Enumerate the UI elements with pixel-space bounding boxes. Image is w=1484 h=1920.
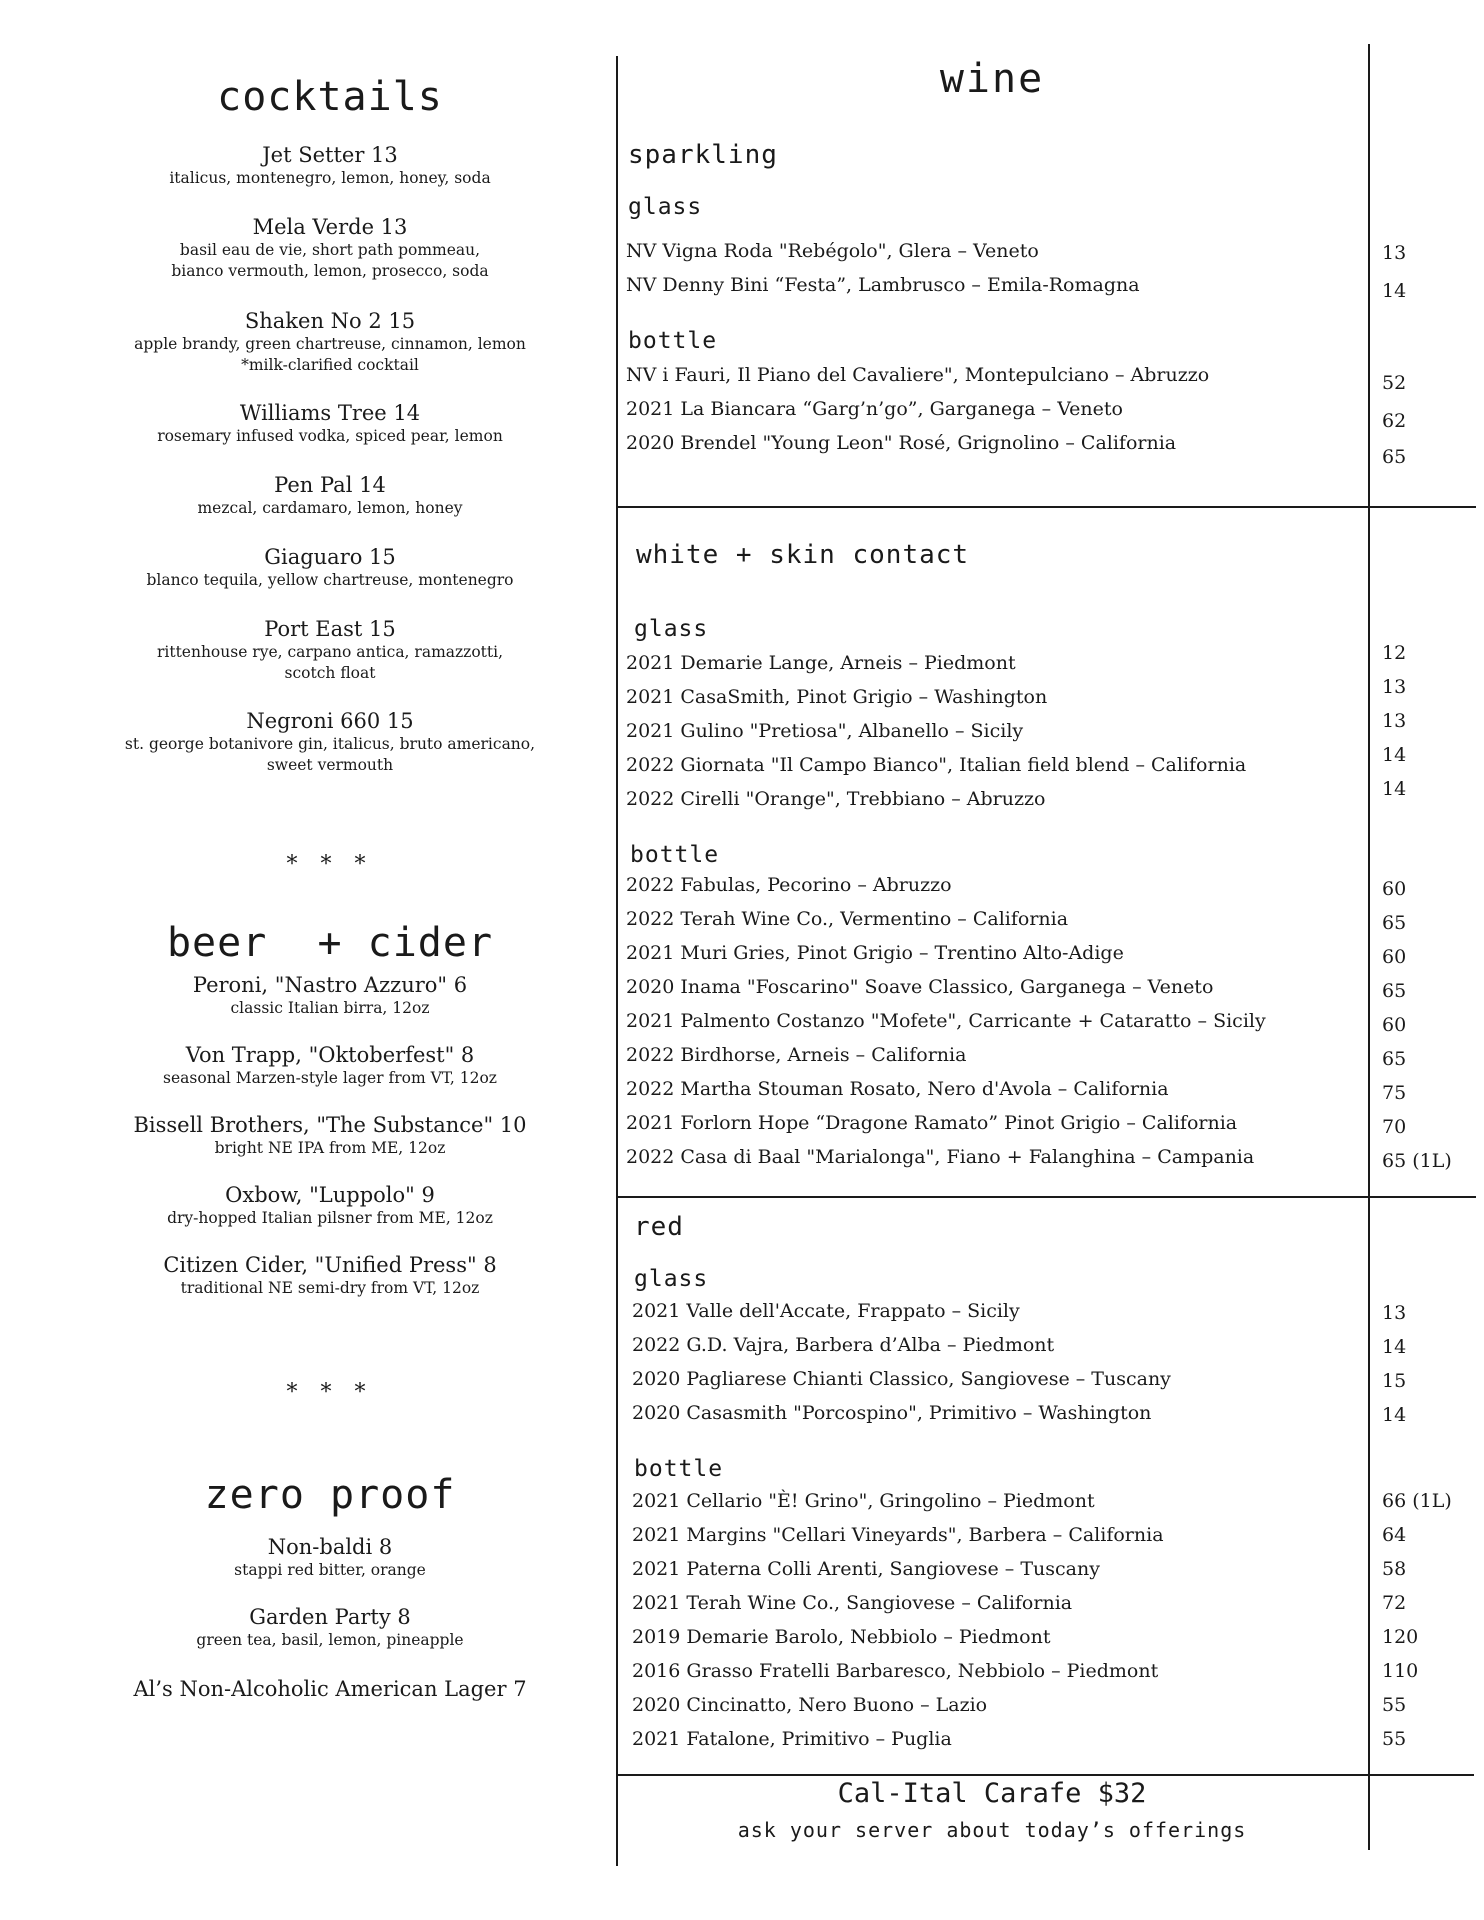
item-description: bright NE IPA from ME, 12oz bbox=[214, 1139, 446, 1157]
wine-name: 2020 Pagliarese Chianti Classico, Sangiovese – Tuscany bbox=[632, 1368, 1171, 1390]
white-glass-label: glass bbox=[634, 616, 709, 642]
item-name: Negroni 660 15 bbox=[246, 709, 414, 733]
item-description: basil eau de vie, short path pommeau, bianco vermouth, lemon, prosecco, soda bbox=[171, 241, 489, 280]
sparkling-heading: sparkling bbox=[628, 140, 778, 170]
wine-price: 12 bbox=[1382, 642, 1407, 664]
menu-item bbox=[80, 1112, 580, 1159]
wine-row bbox=[632, 1300, 1412, 1330]
wine-row bbox=[626, 240, 1406, 270]
red-glass-label: glass bbox=[634, 1266, 709, 1292]
item-name: Bissell Brothers, "The Substance" 10 bbox=[133, 1113, 527, 1137]
wine-price: 14 bbox=[1382, 778, 1407, 800]
wine-name: 2016 Grasso Fratelli Barbaresco, Nebbiolo – Piedmont bbox=[632, 1660, 1159, 1682]
menu-item bbox=[80, 214, 580, 282]
wine-row bbox=[626, 788, 1406, 818]
item-name: Von Trapp, "Oktoberfest" 8 bbox=[185, 1043, 475, 1067]
item-name: Al’s Non-Alcoholic American Lager 7 bbox=[133, 1677, 527, 1701]
wine-name: 2022 Giornata "Il Campo Bianco", Italian field blend – California bbox=[626, 754, 1247, 776]
wine-price: 14 bbox=[1382, 744, 1407, 766]
wine-price: 14 bbox=[1382, 280, 1407, 302]
wine-price: 65 bbox=[1382, 912, 1407, 934]
item-name: Williams Tree 14 bbox=[239, 401, 421, 425]
wine-name: 2022 Fabulas, Pecorino – Abruzzo bbox=[626, 874, 952, 896]
wine-price: 15 bbox=[1382, 1370, 1407, 1392]
white-bottle-label: bottle bbox=[630, 842, 720, 868]
wine-row bbox=[632, 1728, 1412, 1758]
item-description: classic Italian birra, 12oz bbox=[230, 999, 430, 1017]
wine-row bbox=[626, 274, 1406, 304]
item-name: Port East 15 bbox=[264, 617, 396, 641]
separator-1: * * * bbox=[286, 852, 374, 877]
wine-row bbox=[626, 432, 1406, 462]
menu-item bbox=[80, 708, 580, 776]
wine-price: 13 bbox=[1382, 676, 1407, 698]
wine-row bbox=[632, 1524, 1412, 1554]
item-description: blanco tequila, yellow chartreuse, montenegro bbox=[146, 571, 514, 589]
wine-name: 2021 Cellario "È! Grino", Gringolino – Piedmont bbox=[632, 1490, 1095, 1512]
wine-name: 2020 Cincinatto, Nero Buono – Lazio bbox=[632, 1694, 988, 1716]
menu-item bbox=[80, 1182, 580, 1229]
sparkling-bottle-label: bottle bbox=[628, 328, 718, 354]
wine-name: 2021 Terah Wine Co., Sangiovese – California bbox=[632, 1592, 1073, 1614]
wine-name: 2021 La Biancara “Garg’n’go”, Garganega – Veneto bbox=[626, 398, 1123, 420]
carafe-subtitle: ask your server about today’s offerings bbox=[737, 1818, 1247, 1842]
item-description: apple brandy, green chartreuse, cinnamon, lemon *milk-clarified cocktail bbox=[134, 335, 526, 374]
wine-name: 2022 Casa di Baal "Marialonga", Fiano + Falanghina – Campania bbox=[626, 1146, 1255, 1168]
wine-name: 2019 Demarie Barolo, Nebbiolo – Piedmont bbox=[632, 1626, 1051, 1648]
wine-name: 2021 Paterna Colli Arenti, Sangiovese – Tuscany bbox=[632, 1558, 1100, 1580]
wine-row bbox=[632, 1402, 1412, 1432]
wine-row bbox=[626, 1078, 1406, 1108]
menu-item bbox=[80, 616, 580, 684]
wine-name: 2021 Demarie Lange, Arneis – Piedmont bbox=[626, 652, 1016, 674]
item-description: seasonal Marzen-style lager from VT, 12oz bbox=[163, 1069, 497, 1087]
menu-item bbox=[80, 1252, 580, 1299]
item-description: mezcal, cardamaro, lemon, honey bbox=[197, 499, 463, 517]
item-name: Shaken No 2 15 bbox=[244, 309, 416, 333]
wine-price: 13 bbox=[1382, 710, 1407, 732]
wine-price: 13 bbox=[1382, 1302, 1407, 1324]
section-divider-white bbox=[616, 1196, 1476, 1198]
wine-price: 60 bbox=[1382, 1014, 1407, 1036]
wine-name: 2022 Birdhorse, Arneis – California bbox=[626, 1044, 967, 1066]
item-name: Citizen Cider, "Unified Press" 8 bbox=[163, 1253, 497, 1277]
wine-row bbox=[626, 364, 1406, 394]
wine-price: 65 bbox=[1382, 980, 1407, 1002]
zero-proof-heading: zero proof bbox=[204, 1472, 456, 1518]
menu-item bbox=[80, 972, 580, 1019]
wine-name: 2021 Muri Gries, Pinot Grigio – Trentino Alto-Adige bbox=[626, 942, 1124, 964]
wine-price: 66 (1L) bbox=[1382, 1490, 1452, 1512]
wine-row bbox=[626, 720, 1406, 750]
menu-item bbox=[80, 1676, 580, 1702]
wine-heading: wine bbox=[939, 56, 1045, 102]
item-name: Pen Pal 14 bbox=[274, 473, 386, 497]
carafe-title: Cal-Ital Carafe $32 bbox=[837, 1778, 1147, 1809]
item-name: Oxbow, "Luppolo" 9 bbox=[225, 1183, 435, 1207]
wine-row bbox=[626, 1112, 1406, 1142]
wine-name: 2022 G.D. Vajra, Barbera d’Alba – Piedmont bbox=[632, 1334, 1055, 1356]
menu-item bbox=[80, 308, 580, 376]
wine-name: 2022 Martha Stouman Rosato, Nero d'Avola – California bbox=[626, 1078, 1169, 1100]
menu-item bbox=[80, 1604, 580, 1651]
wine-name: NV Denny Bini “Festa”, Lambrusco – Emila-Romagna bbox=[626, 274, 1140, 296]
wine-row bbox=[632, 1626, 1412, 1656]
wine-price: 65 bbox=[1382, 1048, 1407, 1070]
wine-name: 2020 Inama "Foscarino" Soave Classico, Garganega – Veneto bbox=[626, 976, 1214, 998]
menu-item bbox=[80, 400, 580, 447]
item-description: rittenhouse rye, carpano antica, ramazzotti, scotch float bbox=[156, 643, 504, 682]
red-heading: red bbox=[634, 1212, 684, 1242]
wine-price: 110 bbox=[1382, 1660, 1419, 1682]
wine-price: 14 bbox=[1382, 1404, 1407, 1426]
menu-item bbox=[80, 1534, 580, 1581]
cocktails-heading: cocktails bbox=[217, 74, 443, 120]
wine-row bbox=[632, 1334, 1412, 1364]
wine-row bbox=[626, 754, 1406, 784]
wine-row bbox=[632, 1490, 1412, 1520]
column-divider-left bbox=[616, 56, 618, 1866]
wine-name: 2021 Gulino "Pretiosa", Albanello – Sicily bbox=[626, 720, 1024, 742]
wine-price: 70 bbox=[1382, 1116, 1407, 1138]
wine-price: 120 bbox=[1382, 1626, 1419, 1648]
wine-price: 62 bbox=[1382, 410, 1407, 432]
wine-price: 65 (1L) bbox=[1382, 1150, 1452, 1172]
wine-price: 72 bbox=[1382, 1592, 1407, 1614]
wine-row bbox=[632, 1592, 1412, 1622]
item-description: dry-hopped Italian pilsner from ME, 12oz bbox=[167, 1209, 493, 1227]
wine-price: 58 bbox=[1382, 1558, 1407, 1580]
wine-name: 2022 Cirelli "Orange", Trebbiano – Abruzzo bbox=[626, 788, 1046, 810]
wine-row bbox=[626, 908, 1406, 938]
menu-item bbox=[80, 472, 580, 519]
wine-name: 2021 Fatalone, Primitivo – Puglia bbox=[632, 1728, 952, 1750]
wine-row bbox=[626, 1146, 1406, 1176]
wine-row bbox=[632, 1368, 1412, 1398]
wine-price: 60 bbox=[1382, 878, 1407, 900]
red-bottle-label: bottle bbox=[634, 1456, 724, 1482]
wine-price: 52 bbox=[1382, 372, 1407, 394]
wine-row bbox=[632, 1660, 1412, 1690]
wine-row bbox=[626, 686, 1406, 716]
wine-row bbox=[632, 1558, 1412, 1588]
wine-row bbox=[626, 942, 1406, 972]
item-description: italicus, montenegro, lemon, honey, soda bbox=[169, 169, 491, 187]
white-heading: white + skin contact bbox=[636, 540, 970, 570]
item-description: stappi red bitter, orange bbox=[234, 1561, 426, 1579]
wine-name: NV Vigna Roda "Rebégolo", Glera – Veneto bbox=[626, 240, 1039, 262]
wine-name: 2020 Casasmith "Porcospino", Primitivo – Washington bbox=[632, 1402, 1152, 1424]
wine-name: 2021 Palmento Costanzo "Mofete", Carricante + Cataratto – Sicily bbox=[626, 1010, 1266, 1032]
wine-name: 2021 Forlorn Hope “Dragone Ramato” Pinot Grigio – California bbox=[626, 1112, 1238, 1134]
wine-price: 14 bbox=[1382, 1336, 1407, 1358]
wine-row bbox=[626, 1044, 1406, 1074]
menu-item bbox=[80, 1042, 580, 1089]
item-description: rosemary infused vodka, spiced pear, lemon bbox=[157, 427, 503, 445]
wine-row bbox=[632, 1694, 1412, 1724]
wine-name: 2021 Margins "Cellari Vineyards", Barbera – California bbox=[632, 1524, 1164, 1546]
item-name: Giaguaro 15 bbox=[264, 545, 396, 569]
separator-2: * * * bbox=[286, 1380, 374, 1405]
wine-name: 2022 Terah Wine Co., Vermentino – California bbox=[626, 908, 1069, 930]
wine-name: 2021 Valle dell'Accate, Frappato – Sicily bbox=[632, 1300, 1020, 1322]
wine-name: 2021 CasaSmith, Pinot Grigio – Washington bbox=[626, 686, 1048, 708]
wine-row bbox=[626, 652, 1406, 682]
wine-row bbox=[626, 398, 1406, 428]
section-divider-red bbox=[616, 1774, 1474, 1776]
item-name: Garden Party 8 bbox=[249, 1605, 411, 1629]
item-name: Mela Verde 13 bbox=[252, 215, 408, 239]
sparkling-glass-label: glass bbox=[628, 194, 703, 220]
beer-cider-heading: beer + cider bbox=[166, 920, 494, 966]
wine-price: 13 bbox=[1382, 242, 1407, 264]
item-description: green tea, basil, lemon, pineapple bbox=[196, 1631, 464, 1649]
wine-price: 55 bbox=[1382, 1694, 1407, 1716]
menu-item bbox=[80, 544, 580, 591]
wine-row bbox=[626, 976, 1406, 1006]
wine-row bbox=[626, 874, 1406, 904]
wine-price: 65 bbox=[1382, 446, 1407, 468]
item-name: Peroni, "Nastro Azzuro" 6 bbox=[192, 973, 468, 997]
menu-item bbox=[80, 142, 580, 189]
wine-price: 64 bbox=[1382, 1524, 1407, 1546]
wine-row bbox=[626, 1010, 1406, 1040]
wine-name: 2020 Brendel "Young Leon" Rosé, Grignolino – California bbox=[626, 432, 1177, 454]
wine-price: 55 bbox=[1382, 1728, 1407, 1750]
item-description: traditional NE semi-dry from VT, 12oz bbox=[180, 1279, 480, 1297]
wine-name: NV i Fauri, Il Piano del Cavaliere", Montepulciano – Abruzzo bbox=[626, 364, 1210, 386]
item-name: Non-baldi 8 bbox=[267, 1535, 393, 1559]
wine-price: 60 bbox=[1382, 946, 1407, 968]
section-divider-sparkling bbox=[616, 506, 1476, 508]
item-name: Jet Setter 13 bbox=[262, 143, 398, 167]
item-description: st. george botanivore gin, italicus, bruto americano, sweet vermouth bbox=[124, 735, 536, 774]
wine-price: 75 bbox=[1382, 1082, 1407, 1104]
